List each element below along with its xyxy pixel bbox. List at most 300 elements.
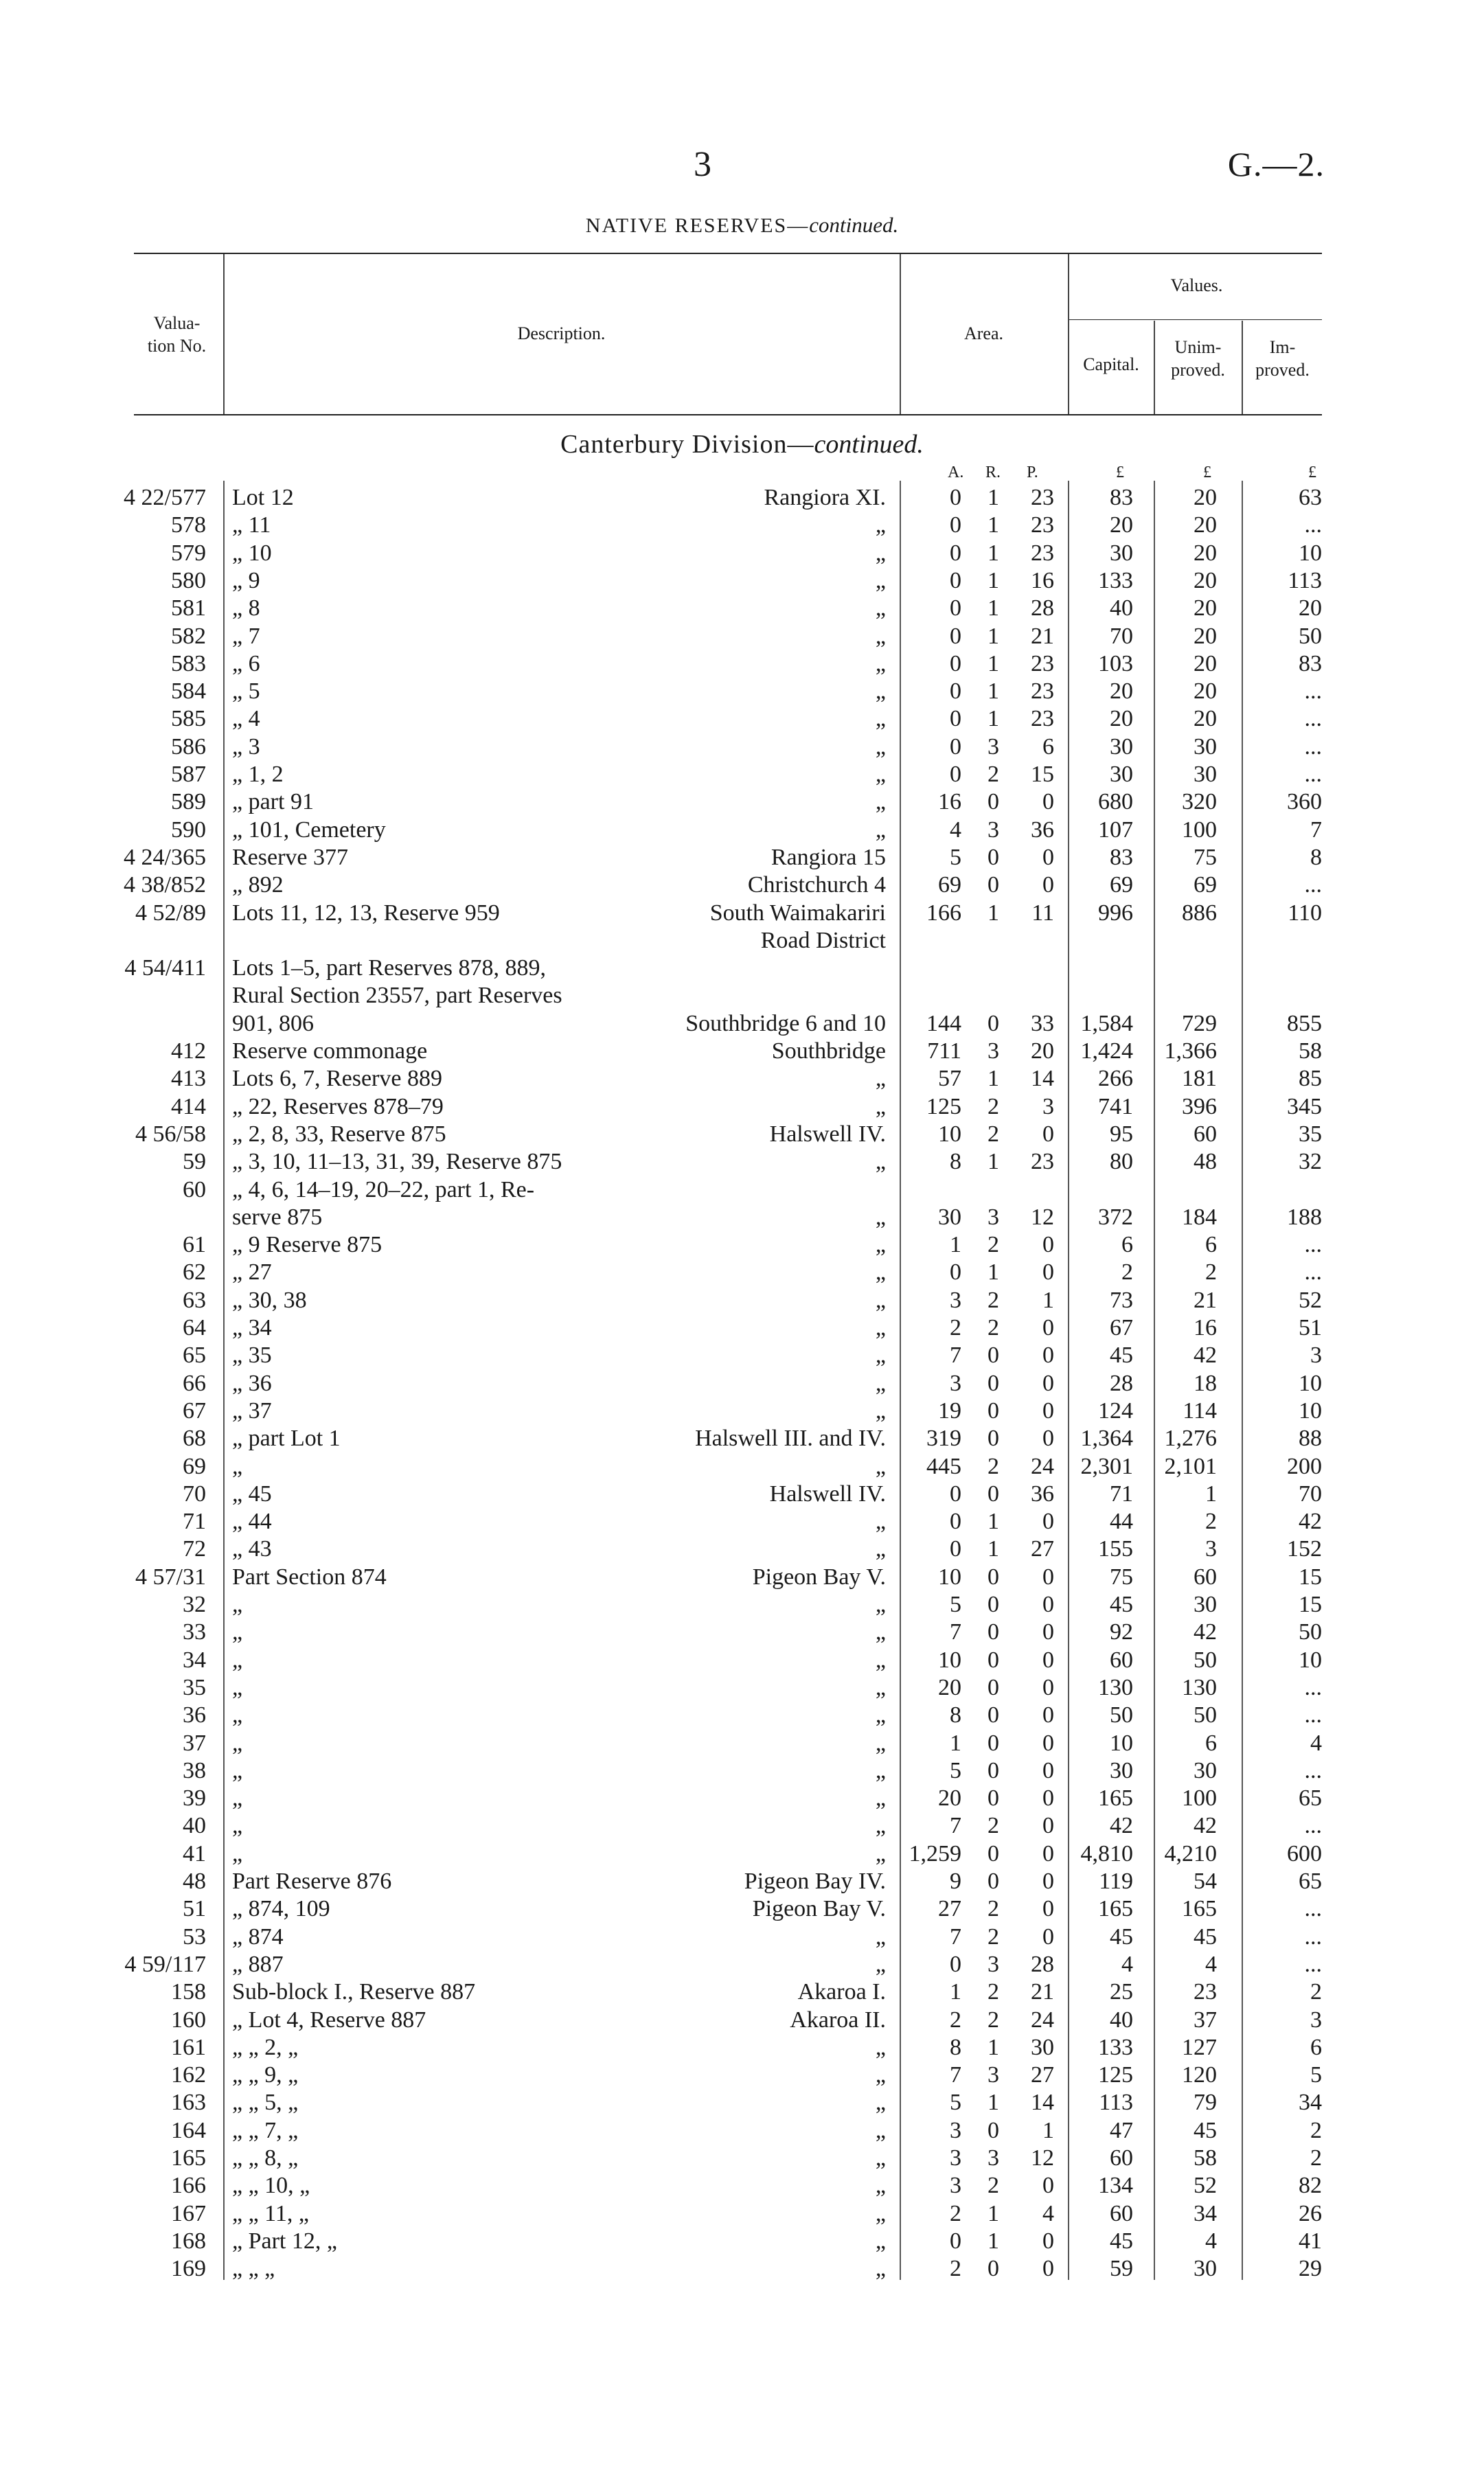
improved-value: 345	[1287, 1093, 1322, 1119]
valuation-number: 41	[183, 1840, 206, 1866]
capital-value: 71	[1110, 1481, 1133, 1507]
valuation-number: 63	[183, 1287, 206, 1313]
area-roods: 2	[988, 1813, 999, 1839]
district: Road District	[760, 927, 886, 953]
district: „	[875, 1813, 886, 1839]
section-title-main: Canterbury Division—	[560, 430, 814, 459]
area-acres: 0	[950, 540, 961, 566]
district: „	[875, 1315, 886, 1340]
capital-value: 30	[1110, 540, 1133, 566]
description: „	[232, 1619, 243, 1645]
table-row	[0, 1481, 1484, 1508]
unimproved-value: 60	[1194, 1121, 1217, 1147]
description: „ „ 2, „	[232, 2034, 299, 2060]
capital-value: 60	[1110, 1647, 1133, 1673]
area-perches: 27	[1031, 2062, 1054, 2088]
area-roods: 1	[988, 1509, 999, 1535]
header-values: Values.	[1170, 275, 1223, 295]
area-acres: 16	[938, 789, 961, 815]
area-acres: 3	[950, 1287, 961, 1313]
area-perches: 23	[1031, 1149, 1054, 1175]
district: „	[875, 678, 886, 705]
unimproved-value: 50	[1194, 1702, 1217, 1728]
area-roods: 1	[988, 650, 999, 676]
area-perches: 0	[1042, 1232, 1054, 1258]
table-row	[0, 705, 1484, 733]
table-row	[0, 2172, 1484, 2200]
table-row	[0, 650, 1484, 678]
table-row	[0, 1231, 1484, 1259]
district: „	[875, 2062, 886, 2088]
improved-value: ...	[1304, 762, 1322, 787]
capital-value: 69	[1110, 872, 1133, 898]
capital-value: 80	[1110, 1149, 1133, 1175]
district: „	[875, 1730, 886, 1756]
area-roods: 2	[988, 1923, 999, 1950]
improved-value: 4	[1310, 1730, 1322, 1756]
valuation-number: 158	[171, 1979, 206, 2005]
capital-value: 25	[1110, 1979, 1133, 2005]
table-row	[0, 1065, 1484, 1093]
district: Rangiora 15	[770, 844, 886, 870]
area-roods: 2	[988, 1093, 999, 1119]
area-perches: 23	[1031, 485, 1054, 510]
unimproved-value: 20	[1194, 623, 1217, 649]
capital-value: 134	[1098, 2173, 1133, 2199]
table-row	[0, 1647, 1484, 1674]
area-acres: 0	[950, 595, 961, 621]
district: „	[875, 1397, 886, 1424]
area-perches: 12	[1031, 1204, 1054, 1230]
description: „	[232, 1785, 243, 1812]
capital-value: 40	[1110, 595, 1133, 621]
valuation-number: 62	[183, 1259, 206, 1286]
table-row	[0, 1812, 1484, 1840]
table-row	[0, 1923, 1484, 1951]
description: Sub-block I., Reserve 887	[232, 1979, 476, 2005]
table-row	[0, 595, 1484, 622]
unimproved-value: 20	[1194, 706, 1217, 732]
capital-value: 67	[1110, 1315, 1133, 1340]
area-roods: 3	[988, 817, 999, 843]
improved-value: 20	[1299, 595, 1322, 621]
area-roods: 2	[988, 762, 999, 787]
table-row	[0, 1287, 1484, 1314]
unimproved-value: 16	[1194, 1315, 1217, 1340]
area-roods: 1	[988, 512, 999, 538]
improved-value: 600	[1287, 1840, 1322, 1866]
district: „	[875, 2200, 886, 2226]
area-acres: 1	[950, 1232, 961, 1258]
table-row	[0, 2007, 1484, 2034]
table-row	[0, 871, 1484, 899]
improved-value: ...	[1304, 1232, 1322, 1258]
improved-value: 58	[1299, 1038, 1322, 1064]
valuation-number: 164	[171, 2117, 206, 2143]
improved-value: 7	[1310, 817, 1322, 843]
unimproved-value: 729	[1182, 1010, 1217, 1036]
table-row	[0, 1619, 1484, 1646]
area-roods: 1	[988, 1066, 999, 1092]
area-roods: 0	[988, 1592, 999, 1617]
area-perches: 0	[1042, 1315, 1054, 1340]
district: „	[875, 1453, 886, 1479]
unimproved-value: 42	[1194, 1813, 1217, 1839]
area-acres: 10	[938, 1121, 961, 1147]
description: „ „ 11, „	[232, 2200, 310, 2226]
capital-value: 30	[1110, 733, 1133, 760]
area-roods: 0	[988, 2117, 999, 2143]
improved-value: 35	[1299, 1121, 1322, 1147]
area-roods: 0	[988, 1481, 999, 1507]
district: „	[875, 733, 886, 760]
unimproved-value: 20	[1194, 540, 1217, 566]
area-roods: 1	[988, 567, 999, 593]
improved-value: 10	[1299, 1370, 1322, 1396]
improved-value: ...	[1304, 678, 1322, 705]
description: „	[232, 1730, 243, 1756]
description: Lots 11, 12, 13, Reserve 959	[232, 900, 500, 926]
capital-value: 40	[1110, 2007, 1133, 2033]
unimproved-value: 20	[1194, 512, 1217, 538]
capital-value: 30	[1110, 762, 1133, 787]
unimproved-value: 30	[1194, 762, 1217, 787]
area-acres: 7	[950, 1619, 961, 1645]
area-acres: 2	[950, 2256, 961, 2282]
area-perches: 1	[1042, 1287, 1054, 1313]
table-row	[0, 1785, 1484, 1812]
valuation-number: 60	[183, 1176, 206, 1202]
area-acres: 0	[950, 567, 961, 593]
area-perches: 0	[1042, 789, 1054, 815]
area-roods: 0	[988, 1674, 999, 1700]
description: „ 9	[232, 567, 260, 593]
area-perches: 0	[1042, 2228, 1054, 2254]
header-valuation: Valua- tion No.	[147, 313, 207, 356]
unimproved-value: 30	[1194, 1757, 1217, 1783]
improved-value: 41	[1299, 2228, 1322, 2254]
district: „	[875, 1592, 886, 1617]
unimproved-value: 42	[1194, 1619, 1217, 1645]
area-perches: 0	[1042, 1702, 1054, 1728]
valuation-number: 53	[183, 1923, 206, 1950]
district: „	[875, 1149, 886, 1175]
description: „ 7	[232, 623, 260, 649]
description: „ „ 9, „	[232, 2062, 299, 2088]
page-title-suffix: continued.	[809, 213, 899, 237]
capital-value: 28	[1110, 1370, 1133, 1396]
page-number: 3	[694, 145, 711, 184]
area-acres: 20	[938, 1785, 961, 1812]
area-roods: 0	[988, 1397, 999, 1424]
district: „	[875, 2145, 886, 2171]
valuation-number: 4 57/31	[135, 1564, 206, 1590]
area-acres: 0	[950, 1951, 961, 1977]
unimproved-value: 48	[1194, 1149, 1217, 1175]
description: „ 3, 10, 11–13, 31, 39, Reserve 875	[232, 1149, 562, 1175]
unimproved-value: 21	[1194, 1287, 1217, 1313]
description: „ 887	[232, 1951, 284, 1977]
district: „	[875, 1343, 886, 1369]
district: „	[875, 623, 886, 649]
description: Reserve 377	[232, 844, 349, 870]
area-acres: 9	[950, 1869, 961, 1894]
description: „ 10	[232, 540, 272, 566]
valuation-number: 71	[183, 1509, 206, 1535]
area-roods: 2	[988, 1453, 999, 1479]
improved-value: 42	[1299, 1509, 1322, 1535]
area-perches: 0	[1042, 1397, 1054, 1424]
capital-value: 165	[1098, 1896, 1133, 1922]
area-perches: 0	[1042, 872, 1054, 898]
table-row	[0, 927, 1484, 955]
area-acres: 1	[950, 1979, 961, 2005]
valuation-number: 167	[171, 2200, 206, 2226]
area-roods: 0	[988, 1370, 999, 1396]
description: „ 4	[232, 706, 260, 732]
header-description: Description.	[517, 323, 606, 343]
district: „	[875, 1204, 886, 1230]
improved-value: 70	[1299, 1481, 1322, 1507]
area-acres: 8	[950, 1149, 961, 1175]
description: „	[232, 1647, 243, 1673]
table-row	[0, 982, 1484, 1009]
table-row	[0, 1370, 1484, 1397]
description: Part Section 874	[232, 1564, 387, 1590]
table-row	[0, 512, 1484, 539]
valuation-number: 580	[171, 567, 206, 593]
improved-value: 3	[1310, 2007, 1322, 2033]
capital-value: 83	[1110, 844, 1133, 870]
unit-capital-pound: £	[1116, 464, 1124, 481]
description: „ part Lot 1	[232, 1426, 341, 1452]
area-perches: 21	[1031, 623, 1054, 649]
area-roods: 1	[988, 1149, 999, 1175]
area-perches: 21	[1031, 1979, 1054, 2005]
improved-value: 15	[1299, 1564, 1322, 1590]
improved-value: 10	[1299, 1397, 1322, 1424]
table-row	[0, 900, 1484, 927]
area-roods: 2	[988, 1121, 999, 1147]
capital-value: 4,810	[1080, 1840, 1133, 1866]
improved-value: ...	[1304, 706, 1322, 732]
improved-value: ...	[1304, 1951, 1322, 1977]
area-roods: 3	[988, 1038, 999, 1064]
table-row	[0, 1204, 1484, 1231]
area-roods: 0	[988, 1757, 999, 1783]
improved-value: ...	[1304, 872, 1322, 898]
capital-value: 20	[1110, 678, 1133, 705]
capital-value: 155	[1098, 1536, 1133, 1562]
improved-value: 200	[1287, 1453, 1322, 1479]
district: „	[875, 817, 886, 843]
description: Part Reserve 876	[232, 1869, 392, 1894]
unimproved-value: 120	[1182, 2062, 1217, 2088]
improved-value: 10	[1299, 1647, 1322, 1673]
area-acres: 1,259	[909, 1840, 961, 1866]
district: Pigeon Bay IV.	[744, 1869, 886, 1894]
valuation-number: 59	[183, 1149, 206, 1175]
capital-value: 45	[1110, 2228, 1133, 2254]
unimproved-value: 886	[1182, 900, 1217, 926]
district: „	[875, 789, 886, 815]
area-perches: 36	[1031, 817, 1054, 843]
area-perches: 36	[1031, 1481, 1054, 1507]
valuation-number: 587	[171, 762, 206, 787]
header-area: Area.	[963, 323, 1003, 343]
valuation-number: 163	[171, 2090, 206, 2116]
area-perches: 0	[1042, 1923, 1054, 1950]
district: „	[875, 1785, 886, 1812]
capital-value: 95	[1110, 1121, 1133, 1147]
district: „	[875, 567, 886, 593]
description: „ 101, Cemetery	[232, 817, 386, 843]
capital-value: 107	[1098, 817, 1133, 843]
improved-value: 65	[1299, 1785, 1322, 1812]
description: „ 892	[232, 872, 284, 898]
area-perches: 33	[1031, 1010, 1054, 1036]
table-row	[0, 2145, 1484, 2172]
valuation-number: 412	[171, 1038, 206, 1064]
improved-value: ...	[1304, 1674, 1322, 1700]
table-row	[0, 2062, 1484, 2089]
improved-value: ...	[1304, 1896, 1322, 1922]
improved-value: ...	[1304, 1923, 1322, 1950]
valuation-number: 579	[171, 540, 206, 566]
table-row	[0, 1702, 1484, 1729]
description: „	[232, 1813, 243, 1839]
valuation-number: 4 56/58	[135, 1121, 206, 1147]
description: „ Part 12, „	[232, 2228, 337, 2254]
area-acres: 166	[926, 900, 961, 926]
area-acres: 19	[938, 1397, 961, 1424]
description: „ 5	[232, 678, 260, 705]
area-perches: 28	[1031, 1951, 1054, 1977]
district: Pigeon Bay V.	[752, 1564, 886, 1590]
header-capital: Capital.	[1083, 354, 1139, 374]
table-row	[0, 2228, 1484, 2255]
description: „ 36	[232, 1370, 272, 1396]
area-perches: 0	[1042, 1259, 1054, 1286]
table-row	[0, 2200, 1484, 2228]
unimproved-value: 20	[1194, 595, 1217, 621]
improved-value: 50	[1299, 1619, 1322, 1645]
improved-value: 63	[1299, 485, 1322, 510]
description: „	[232, 1757, 243, 1783]
unimproved-value: 6	[1205, 1730, 1217, 1756]
district: „	[875, 1674, 886, 1700]
valuation-number: 51	[183, 1896, 206, 1922]
unimproved-value: 30	[1194, 733, 1217, 760]
table-row	[0, 623, 1484, 650]
capital-value: 124	[1098, 1397, 1133, 1424]
improved-value: 85	[1299, 1066, 1322, 1092]
table-row	[0, 1564, 1484, 1591]
improved-value: 82	[1299, 2173, 1322, 2199]
area-perches: 23	[1031, 650, 1054, 676]
description: „ Lot 4, Reserve 887	[232, 2007, 426, 2033]
district: Halswell IV.	[769, 1481, 886, 1507]
area-perches: 0	[1042, 1509, 1054, 1535]
unimproved-value: 50	[1194, 1647, 1217, 1673]
improved-value: 6	[1310, 2034, 1322, 2060]
area-roods: 2	[988, 2007, 999, 2033]
district: „	[875, 1923, 886, 1950]
valuation-number: 61	[183, 1232, 206, 1258]
table-row	[0, 1176, 1484, 1204]
area-roods: 0	[988, 789, 999, 815]
table-row	[0, 2089, 1484, 2116]
description: „ „ 7, „	[232, 2117, 299, 2143]
area-acres: 3	[950, 1370, 961, 1396]
table-row	[0, 1674, 1484, 1702]
area-acres: 0	[950, 1536, 961, 1562]
unimproved-value: 114	[1183, 1397, 1217, 1424]
valuation-number: 165	[171, 2145, 206, 2171]
valuation-number: 169	[171, 2256, 206, 2282]
table-row	[0, 1868, 1484, 1895]
valuation-number: 581	[171, 595, 206, 621]
improved-value: 15	[1299, 1592, 1322, 1617]
area-acres: 10	[938, 1564, 961, 1590]
area-perches: 0	[1042, 1426, 1054, 1452]
district: „	[875, 2117, 886, 2143]
capital-value: 1,584	[1080, 1010, 1133, 1036]
table-row	[0, 1121, 1484, 1148]
area-perches: 11	[1031, 900, 1054, 926]
valuation-number: 72	[183, 1536, 206, 1562]
area-perches: 0	[1042, 1730, 1054, 1756]
area-roods: 0	[988, 1869, 999, 1894]
area-roods: 0	[988, 1647, 999, 1673]
unimproved-value: 75	[1194, 844, 1217, 870]
capital-value: 133	[1098, 567, 1133, 593]
improved-value: 2	[1310, 2145, 1322, 2171]
improved-value: 113	[1288, 567, 1322, 593]
unimproved-value: 2	[1205, 1509, 1217, 1535]
unimproved-value: 320	[1182, 789, 1217, 815]
valuation-number: 39	[183, 1785, 206, 1812]
district: „	[875, 1287, 886, 1313]
area-roods: 2	[988, 1979, 999, 2005]
description: Lot 12	[232, 485, 294, 510]
district: „	[875, 1536, 886, 1562]
unimproved-value: 30	[1194, 1592, 1217, 1617]
capital-value: 50	[1110, 1702, 1133, 1728]
area-perches: 16	[1031, 567, 1054, 593]
improved-value: 34	[1299, 2090, 1322, 2116]
valuation-number: 413	[171, 1066, 206, 1092]
area-acres: 5	[950, 844, 961, 870]
table-row	[0, 1757, 1484, 1785]
area-perches: 0	[1042, 1564, 1054, 1590]
unit-perches: P.	[1027, 464, 1038, 481]
valuation-number: 166	[171, 2173, 206, 2199]
unimproved-value: 165	[1182, 1896, 1217, 1922]
description: Rural Section 23557, part Reserves	[232, 983, 562, 1009]
district: „	[875, 1370, 886, 1396]
valuation-number: 4 22/577	[124, 485, 206, 510]
area-acres: 7	[950, 1343, 961, 1369]
area-roods: 3	[988, 2062, 999, 2088]
district: „	[875, 1066, 886, 1092]
description: „ 22, Reserves 878–79	[232, 1093, 444, 1119]
page-reference: G.—2.	[1227, 145, 1325, 183]
area-roods: 0	[988, 1010, 999, 1036]
capital-value: 75	[1110, 1564, 1133, 1590]
area-acres: 5	[950, 2090, 961, 2116]
valuation-number: 162	[171, 2062, 206, 2088]
